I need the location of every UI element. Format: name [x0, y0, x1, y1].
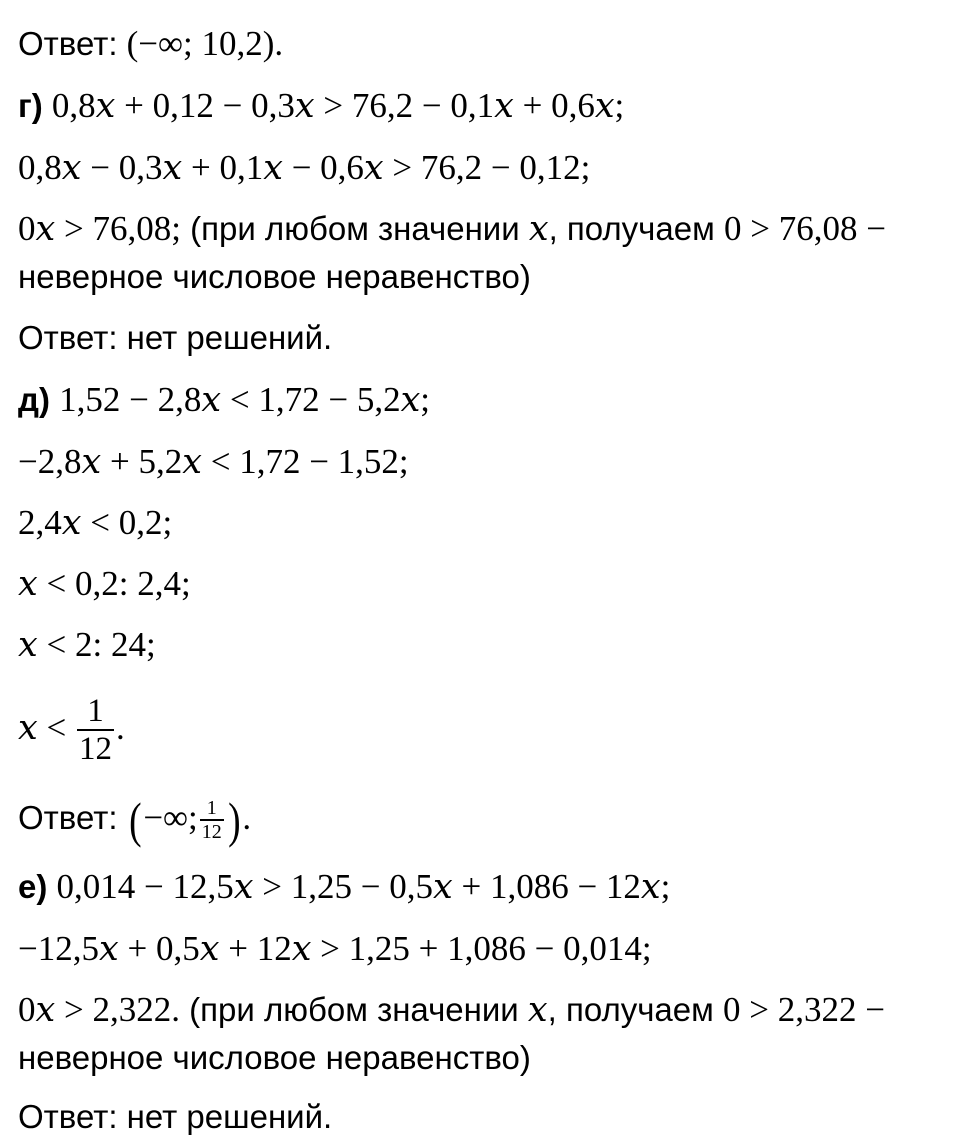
fraction [77, 693, 114, 767]
comment-text: (при любом значении [180, 210, 529, 247]
math-expression: 2,4𝑥 < 0,2; [18, 503, 173, 542]
fraction-denominator: 12 [201, 821, 222, 844]
task-d-step-5 [18, 688, 125, 768]
comment-text: неверное числовое неравенство) [18, 258, 531, 295]
comment-text: (при любом значении [179, 991, 528, 1028]
task-d-inequality: 1,52 − 2,8𝑥 < 1,72 − 5,2𝑥; [59, 380, 431, 419]
task-d-step-1 [18, 442, 409, 482]
fraction-numerator: 1 [200, 797, 224, 821]
close-paren: ) [227, 792, 241, 849]
answer-line-1 [18, 24, 283, 64]
task-d-statement [18, 380, 430, 420]
math-punctuation: . [242, 798, 252, 837]
math-expression: −12,5𝑥 + 0,5𝑥 + 12𝑥 > 1,25 + 1,086 − 0,014; [18, 929, 652, 968]
open-paren: ( [128, 792, 142, 849]
task-g-step-2 [18, 209, 886, 249]
answer-value: (−∞; 10,2). [126, 24, 284, 63]
fraction [200, 797, 224, 843]
task-e-answer [18, 1097, 332, 1137]
task-e-step-2 [18, 990, 885, 1030]
task-d-step-4 [18, 625, 156, 665]
task-e-step-1 [18, 929, 652, 969]
comment-text: неверное числовое неравенство) [18, 1039, 531, 1076]
comment-text: , получаем [548, 210, 724, 247]
math-expression: 0𝑥 > 2,322. [18, 990, 180, 1029]
task-d-step-3 [18, 564, 191, 604]
task-e-comment-cont [18, 1038, 531, 1078]
answer-text: Ответ: нет решений. [18, 319, 333, 356]
math-expression: 𝑥 < 0,2: 2,4; [18, 564, 191, 603]
task-g-step-1 [18, 148, 590, 188]
answer-label: Ответ: [18, 25, 127, 62]
task-g-label: г) [18, 87, 52, 124]
math-punctuation: . [115, 708, 125, 747]
task-g-statement [18, 86, 624, 126]
fraction-denominator: 12 [78, 731, 112, 768]
math-expression: 0𝑥 > 76,08; [18, 209, 181, 248]
task-e-label: е) [18, 868, 57, 905]
task-d-step-2 [18, 503, 172, 543]
math-expression: −2,8𝑥 + 5,2𝑥 < 1,72 − 1,52; [18, 442, 409, 481]
answer-text: Ответ: нет решений. [18, 1098, 333, 1135]
math-expression: 𝑥 < [18, 708, 75, 747]
math-expression: 0,8𝑥 − 0,3𝑥 + 0,1𝑥 − 0,6𝑥 > 76,2 − 0,12; [18, 148, 591, 187]
math-variable: 𝑥 [528, 209, 549, 248]
math-expression: 0 > 2,322 − [722, 990, 885, 1029]
task-g-comment-cont [18, 257, 531, 297]
fraction-numerator: 1 [77, 693, 114, 731]
task-e-statement [18, 867, 670, 907]
task-g-answer [18, 318, 332, 358]
task-g-inequality: 0,8𝑥 + 0,12 − 0,3𝑥 > 76,2 − 0,1𝑥 + 0,6𝑥; [51, 86, 625, 125]
math-variable: 𝑥 [527, 990, 548, 1029]
task-d-label: д) [18, 381, 60, 418]
comment-text: , получаем [547, 991, 723, 1028]
task-d-answer [18, 786, 251, 852]
task-e-inequality: 0,014 − 12,5𝑥 > 1,25 − 0,5𝑥 + 1,086 − 12𝑥; [56, 867, 671, 906]
answer-label: Ответ: [18, 799, 127, 836]
math-expression: 0 > 76,08 − [723, 209, 886, 248]
math-expression: 𝑥 < 2: 24; [18, 625, 156, 664]
answer-value: −∞; [143, 798, 198, 837]
